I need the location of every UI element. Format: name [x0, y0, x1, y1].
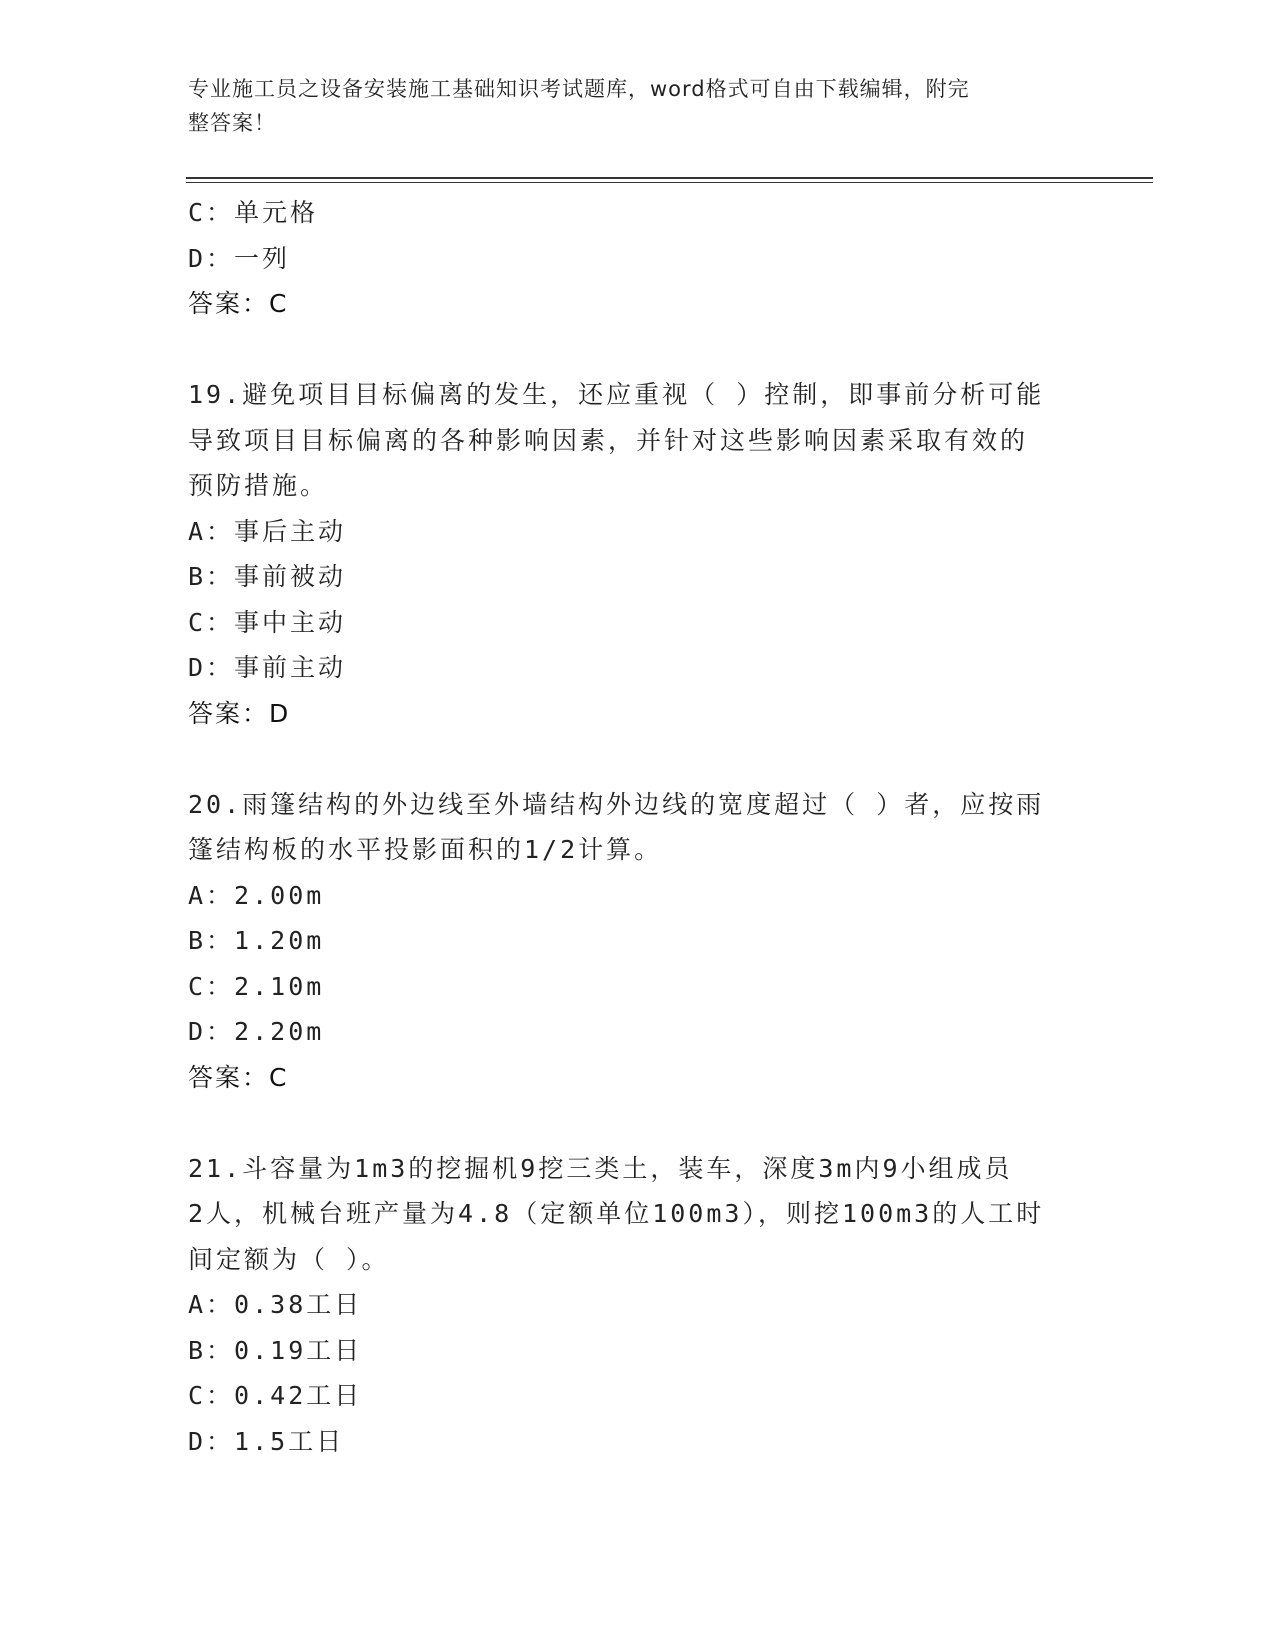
document-header	[188, 72, 1068, 140]
option-d: D：1.5工日	[188, 1426, 345, 1456]
option-c: C：2.10m	[188, 971, 325, 1001]
header-line-1: 专业施工员之设备安装施工基础知识考试题库，word格式可自由下载编辑，附完	[188, 77, 970, 101]
carryover-question	[188, 190, 1068, 327]
spacer	[188, 327, 1068, 373]
question-line: 篷结构板的水平投影面积的1/2计算。	[188, 835, 663, 864]
option-d: D：事前主动	[188, 653, 347, 682]
question-text	[188, 372, 1068, 509]
answer-line: 答案：C	[188, 289, 289, 318]
header-rule-thin	[186, 182, 1153, 183]
option-c: C：单元格	[188, 198, 319, 227]
question-line: 2人，机械台班产量为4.8（定额单位100m3），则挖100m3的人工时	[188, 1199, 1045, 1228]
question-21	[188, 1146, 1068, 1465]
question-text	[188, 1146, 1068, 1283]
option-c: C：0.42工日	[188, 1381, 363, 1410]
option-a: A：事后主动	[188, 516, 347, 546]
question-line: 间定额为（ ）。	[188, 1244, 390, 1274]
document-body	[188, 190, 1068, 1464]
option-c: C：事中主动	[188, 607, 347, 637]
question-line: 21.斗容量为1m3的挖掘机9挖三类土，装车，深度3m内9小组成员	[188, 1153, 1013, 1183]
answer-line: 答案：C	[188, 1062, 289, 1092]
option-d: D：一列	[188, 243, 291, 273]
option-b: B：1.20m	[188, 926, 325, 955]
header-line-2: 整答案！	[188, 111, 276, 135]
question-19	[188, 372, 1068, 736]
spacer	[188, 736, 1068, 782]
question-text	[188, 782, 1068, 873]
question-line: 19.避免项目目标偏离的发生，还应重视（ ）控制，即事前分析可能	[188, 380, 1045, 409]
option-d: D：2.20m	[188, 1017, 325, 1046]
option-b: B：0.19工日	[188, 1335, 363, 1365]
option-a: A：0.38工日	[188, 1290, 363, 1319]
question-line: 预防措施。	[188, 471, 329, 500]
question-line: 导致项目目标偏离的各种影响因素，并针对这些影响因素采取有效的	[188, 425, 1029, 455]
question-20	[188, 782, 1068, 1101]
option-a: A：2.00m	[188, 880, 325, 910]
header-rule-thick	[186, 177, 1153, 179]
option-b: B：事前被动	[188, 562, 347, 591]
question-line: 20.雨篷结构的外边线至外墙结构外边线的宽度超过（ ）者，应按雨	[188, 789, 1045, 819]
answer-line: 答案：D	[188, 698, 291, 728]
spacer	[188, 1100, 1068, 1146]
